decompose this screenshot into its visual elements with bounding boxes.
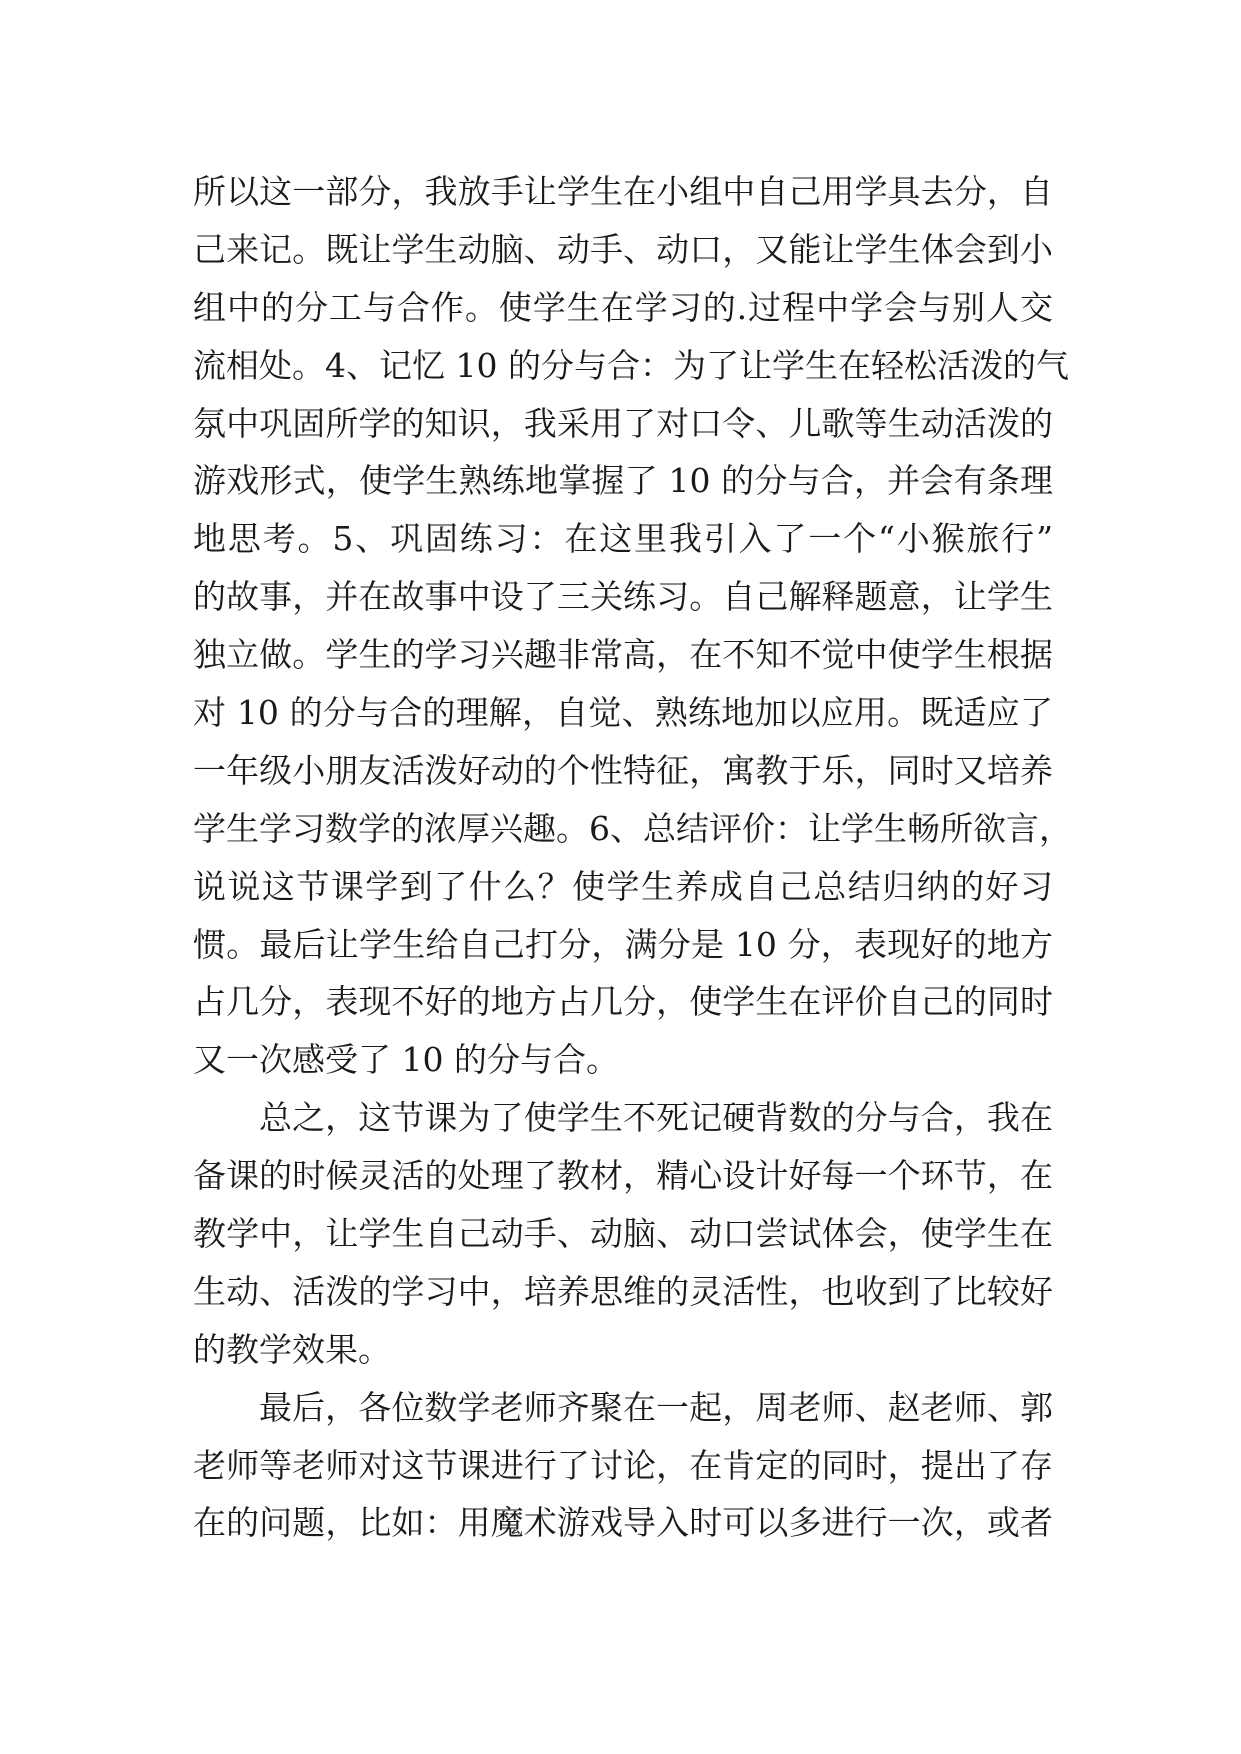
text-line: 所以这一部分，我放手让学生在小组中自己用学具去分，自 <box>193 172 1053 211</box>
text-line: 备课的时候灵活的处理了教材，精心设计好每一个环节，在 <box>193 1156 1053 1196</box>
text-line: 一年级小朋友活泼好动的个性特征，寓教于乐，同时又培养 <box>193 750 1053 790</box>
text-line: 学生学习数学的浓厚兴趣。6、总结评价：让学生畅所欲言， <box>193 808 1072 848</box>
text-line: 独立做。学生的学习兴趣非常高，在不知不觉中使学生根据 <box>193 635 1053 675</box>
text-line: 占几分，表现不好的地方占几分，使学生在评价自己的同时 <box>193 982 1053 1022</box>
body-text <box>193 163 1072 1552</box>
text-line: 总之，这节课为了使学生不死记硬背数的分与合，我在 <box>259 1098 1053 1138</box>
text-line: 的教学效果。 <box>193 1329 391 1369</box>
text-line: 组中的分工与合作。使学生在学习的.过程中学会与别人交 <box>193 287 1053 327</box>
text-line: 地思考。5、巩固练习：在这里我引入了一个“小猴旅行” <box>193 519 1053 559</box>
text-line: 己来记。既让学生动脑、动手、动口，又能让学生体会到小 <box>193 229 1053 269</box>
text-line: 游戏形式，使学生熟练地掌握了 10 的分与合，并会有条理 <box>193 461 1053 501</box>
text-line: 生动、活泼的学习中，培养思维的灵活性，也收到了比较好 <box>193 1271 1053 1311</box>
text-line: 在的问题，比如：用魔术游戏导入时可以多进行一次，或者 <box>193 1503 1053 1543</box>
text-line: 惯。最后让学生给自己打分，满分是 10 分，表现好的地方 <box>193 924 1053 964</box>
text-line: 又一次感受了 10 的分与合。 <box>193 1040 619 1080</box>
text-line: 教学中，让学生自己动手、动脑、动口尝试体会，使学生在 <box>193 1214 1053 1254</box>
text-line: 流相处。4、记忆 10 的分与合：为了让学生在轻松活泼的气 <box>193 345 1069 385</box>
text-line: 说说这节课学到了什么？使学生养成自己总结归纳的好习 <box>193 866 1053 906</box>
text-line: 的故事，并在故事中设了三关练习。自己解释题意，让学生 <box>193 577 1053 617</box>
text-line: 老师等老师对这节课进行了讨论，在肯定的同时，提出了存 <box>193 1445 1053 1485</box>
text-line: 最后，各位数学老师齐聚在一起，周老师、赵老师、郭 <box>259 1387 1053 1427</box>
text-line: 对 10 的分与合的理解，自觉、熟练地加以应用。既适应了 <box>193 693 1053 733</box>
text-line: 氛中巩固所学的知识，我采用了对口令、儿歌等生动活泼的 <box>193 403 1053 443</box>
